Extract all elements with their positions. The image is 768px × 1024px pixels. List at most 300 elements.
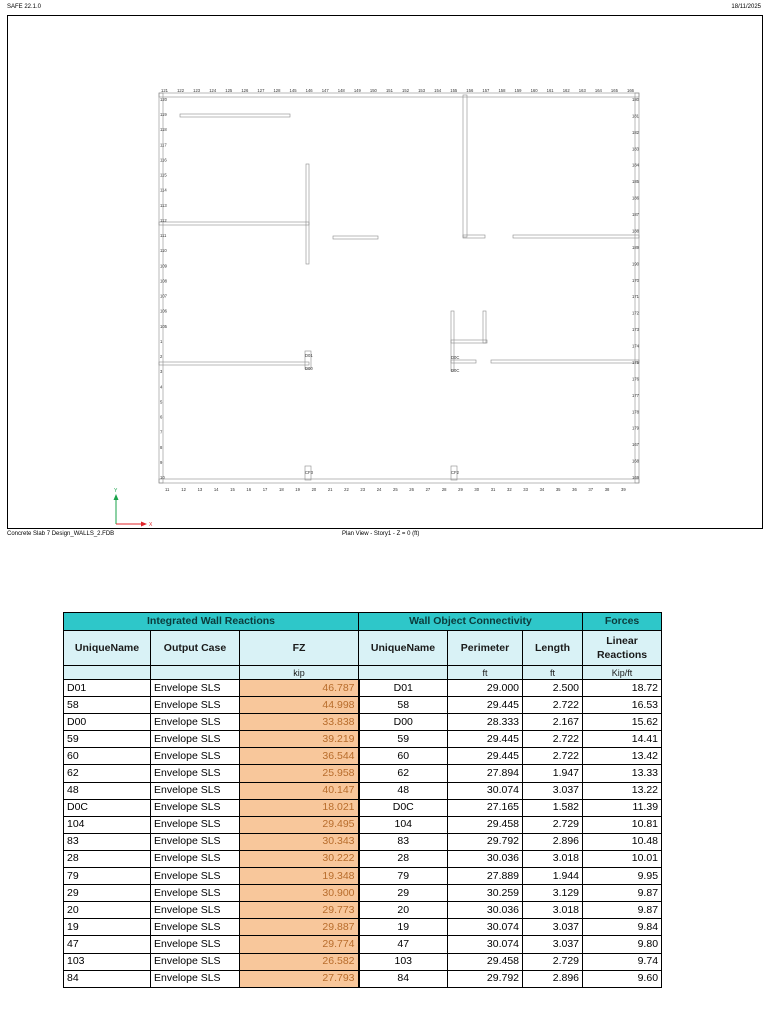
edge-label-left: 10 [160,475,165,480]
col-header-perimeter: Perimeter [448,631,523,666]
cell-length: 2.500 [523,680,583,697]
group-header-integrated: Integrated Wall Reactions [64,613,359,631]
interior-wall-h1 [159,222,309,225]
edge-label-bottom: 29 [458,487,463,492]
edge-label-bottom: 36 [572,487,577,492]
edge-label-right: 188 [632,228,639,234]
cell-linear-reaction: 15.62 [583,714,662,731]
edge-label-bottom: 31 [490,487,496,492]
cell-length: 3.037 [523,919,583,936]
edge-label-bottom: 28 [441,487,447,492]
cell-uniquename-2: D01 [359,680,448,697]
cell-fz: 30.343 [240,833,359,850]
table-row [64,868,662,885]
col-header-uniquename-2: UniqueName [359,631,448,666]
cell-fz: 40.147 [240,782,359,799]
cell-length: 2.167 [523,714,583,731]
cell-uniquename-2: 83 [359,833,448,850]
edge-label-bottom: 15 [230,487,235,492]
edge-label-bottom: 22 [344,487,349,492]
cell-output-case: Envelope SLS [151,714,240,731]
wall-top [159,93,639,97]
edge-label-bottom: 37 [588,487,594,492]
cell-length: 1.582 [523,799,583,816]
cell-perimeter: 29.792 [448,970,523,987]
edge-label-top: 124 [209,88,217,93]
edge-label-left: 110 [160,248,167,254]
edge-label-top: 158 [498,88,506,93]
edge-label-bottom: 39 [621,487,626,492]
cell-perimeter: 30.074 [448,936,523,953]
edge-label-bottom: 21 [327,487,333,492]
edge-label-left: 105 [160,323,167,329]
edge-label-left: 109 [160,263,167,269]
wall-object-label: D0C [451,355,460,360]
edge-label-left: 4 [160,384,163,390]
wall-object-label: D01 [305,353,313,358]
cell-fz: 18.021 [240,799,359,816]
cell-length: 3.129 [523,885,583,902]
edge-label-left: 115 [160,172,167,178]
edge-label-right: 174 [632,343,639,349]
cell-length: 2.729 [523,953,583,970]
edge-label-bottom: 24 [376,487,382,492]
edge-label-left: 111 [160,233,167,239]
axis-y-label: Y [114,488,118,494]
wall-left [159,93,163,483]
interior-wall-h4 [513,235,639,238]
edge-label-top: 149 [353,88,361,93]
edge-label-top: 161 [546,88,554,93]
cell-linear-reaction: 9.87 [583,902,662,919]
axis-y-arrow [114,494,119,500]
edge-label-top: 153 [418,88,426,93]
table-row [64,799,662,816]
table-row [64,782,662,799]
table-row [64,936,662,953]
cell-perimeter: 30.074 [448,919,523,936]
edge-label-left: 9 [160,459,163,465]
plan-view-canvas[interactable] [7,15,763,529]
edge-label-top: 145 [289,88,297,93]
cell-perimeter: 29.458 [448,816,523,833]
edge-label-right: 167 [632,442,639,448]
edge-label-bottom: 19 [295,487,300,492]
table-row [64,953,662,970]
wall-reactions-table-container [63,612,661,988]
edge-label-right: 184 [632,162,639,168]
col-header-linear-reactions: Linear Reactions [583,631,662,666]
cell-uniquename-2: 79 [359,868,448,885]
cell-perimeter: 30.036 [448,902,523,919]
table-row [64,748,662,765]
unit-linear-reactions: Kip/ft [583,666,662,680]
edge-label-left: 116 [160,157,167,163]
wall-object-label: CF3 [305,470,313,475]
cell-fz: 29.887 [240,919,359,936]
table-row [64,680,662,697]
edge-label-left: 120 [160,97,167,102]
cell-fz: 29.773 [240,902,359,919]
edge-label-left: 6 [160,414,163,420]
cell-output-case: Envelope SLS [151,850,240,867]
cell-output-case: Envelope SLS [151,748,240,765]
cell-uniquename-2: 84 [359,970,448,987]
table-row [64,816,662,833]
cell-uniquename: 58 [64,697,151,714]
cell-fz: 39.219 [240,731,359,748]
cell-perimeter: 29.458 [448,953,523,970]
cell-output-case: Envelope SLS [151,833,240,850]
edge-label-bottom: 20 [311,487,317,492]
table-row [64,833,662,850]
edge-label-bottom: 34 [539,487,545,492]
cell-output-case: Envelope SLS [151,953,240,970]
edge-label-top: 151 [385,88,393,93]
table-row [64,714,662,731]
edge-label-top: 125 [225,88,233,93]
edge-label-right: 173 [632,327,639,333]
cell-output-case: Envelope SLS [151,697,240,714]
edge-label-top: 122 [177,88,185,93]
edge-label-bottom: 16 [246,487,252,492]
cell-uniquename-2: 60 [359,748,448,765]
edge-label-right: 187 [632,212,639,218]
cell-linear-reaction: 13.33 [583,765,662,782]
wall-bottom [159,479,639,483]
edge-label-right: 179 [632,425,639,431]
cell-length: 3.018 [523,850,583,867]
cell-uniquename-2: 29 [359,885,448,902]
edge-label-right: 176 [632,376,639,382]
edge-label-top: 146 [305,88,313,93]
edge-label-left: 118 [160,127,167,133]
cell-linear-reaction: 18.72 [583,680,662,697]
edge-label-top: 160 [530,88,538,93]
edge-label-bottom: 27 [425,487,431,492]
interior-wall-h3 [463,235,485,238]
edge-label-top: 121 [161,88,168,93]
edge-label-top: 166 [627,88,634,93]
cell-uniquename-2: D00 [359,714,448,731]
edge-label-right: 186 [632,195,639,201]
axis-x-label: X [149,522,153,528]
col-header-fz: FZ [240,631,359,666]
col-header-uniquename: UniqueName [64,631,151,666]
edge-label-right: 189 [632,244,639,250]
edge-label-left: 119 [160,112,167,118]
table-row [64,697,662,714]
interior-wall-h7 [451,360,476,363]
edge-label-bottom: 18 [279,487,284,492]
cell-perimeter: 29.445 [448,748,523,765]
cell-output-case: Envelope SLS [151,680,240,697]
report-date: 18/11/2025 [731,4,761,10]
cell-uniquename: 60 [64,748,151,765]
edge-label-left: 106 [160,308,167,314]
cell-length: 2.896 [523,833,583,850]
edge-label-left: 1 [160,338,163,344]
col-header-output-case: Output Case [151,631,240,666]
cell-uniquename-2: 20 [359,902,448,919]
edge-label-top: 126 [241,88,249,93]
plan-drawing [8,16,764,530]
cell-linear-reaction: 9.60 [583,970,662,987]
cell-uniquename-2: 104 [359,816,448,833]
unit-cell [359,666,448,680]
wall-object-label: D00 [305,366,313,371]
cell-length: 3.037 [523,782,583,799]
cell-perimeter: 29.792 [448,833,523,850]
edge-label-top: 163 [578,88,586,93]
cell-linear-reaction: 9.80 [583,936,662,953]
cell-uniquename: 59 [64,731,151,748]
wall-object-label: D0C [451,368,460,373]
edge-label-right: 168 [632,458,639,464]
wall-right [635,93,639,483]
cell-uniquename-2: 103 [359,953,448,970]
interior-wall-v2 [463,95,467,237]
cell-uniquename-2: 28 [359,850,448,867]
edge-label-right: 177 [632,392,639,398]
cell-uniquename-2: 59 [359,731,448,748]
cell-linear-reaction: 10.48 [583,833,662,850]
table-row [64,902,662,919]
table-row [64,765,662,782]
edge-label-bottom: 32 [507,487,512,492]
cell-linear-reaction: 14.41 [583,731,662,748]
cell-perimeter: 29.445 [448,731,523,748]
cell-output-case: Envelope SLS [151,885,240,902]
interior-wall-v1 [306,164,309,264]
edge-label-right: 190 [632,261,639,267]
edge-label-top: 154 [434,88,442,93]
edge-label-left: 114 [160,187,167,193]
cell-length: 2.722 [523,731,583,748]
cell-fz: 46.787 [240,680,359,697]
cell-uniquename-2: 47 [359,936,448,953]
cell-uniquename-2: 19 [359,919,448,936]
edge-label-left: 113 [160,202,167,208]
edge-label-top: 155 [450,88,458,93]
cell-fz: 30.222 [240,850,359,867]
col-header-length: Length [523,631,583,666]
group-header-connectivity: Wall Object Connectivity [359,613,583,631]
unit-cell [64,666,151,680]
axis-x-arrow [141,522,147,527]
cell-uniquename: 103 [64,953,151,970]
cell-linear-reaction: 10.01 [583,850,662,867]
interior-wall-h9 [180,114,290,117]
cell-linear-reaction: 9.84 [583,919,662,936]
edge-label-bottom: 13 [197,487,203,492]
unit-length: ft [523,666,583,680]
edge-label-left: 3 [160,369,163,375]
cell-output-case: Envelope SLS [151,936,240,953]
interior-wall-h5 [159,362,309,365]
cell-fz: 36.544 [240,748,359,765]
cell-uniquename: 47 [64,936,151,953]
edge-label-bottom: 38 [604,487,610,492]
cell-length: 2.729 [523,816,583,833]
plan-view-title: Plan View - Story1 - Z = 0 (ft) [342,531,420,537]
edge-label-bottom: 30 [474,487,480,492]
cell-perimeter: 29.445 [448,697,523,714]
table-row [64,885,662,902]
edge-label-bottom: 26 [409,487,414,492]
cell-uniquename: 48 [64,782,151,799]
interior-wall-v4 [483,311,486,343]
edge-label-top: 165 [610,88,618,93]
cell-length: 2.896 [523,970,583,987]
cell-length: 3.018 [523,902,583,919]
cell-length: 2.722 [523,748,583,765]
interior-wall-h8 [491,360,639,363]
cell-length: 1.947 [523,765,583,782]
cell-perimeter: 28.333 [448,714,523,731]
cell-output-case: Envelope SLS [151,782,240,799]
edge-label-right: 182 [632,129,639,135]
cell-uniquename: 20 [64,902,151,919]
edge-label-bottom: 25 [393,487,398,492]
edge-label-right: 171 [632,294,639,300]
cell-uniquename: 104 [64,816,151,833]
app-version: SAFE 22.1.0 [7,4,42,10]
cell-output-case: Envelope SLS [151,902,240,919]
interior-wall-h2 [333,236,378,239]
cell-output-case: Envelope SLS [151,799,240,816]
edge-label-right: 183 [632,146,639,152]
edge-label-right: 175 [632,359,639,365]
edge-label-left: 8 [160,444,163,450]
cell-uniquename: 84 [64,970,151,987]
cell-fz: 26.582 [240,953,359,970]
edge-label-right: 178 [632,409,639,415]
cell-length: 1.944 [523,868,583,885]
cell-linear-reaction: 9.74 [583,953,662,970]
cell-linear-reaction: 13.22 [583,782,662,799]
cell-linear-reaction: 16.53 [583,697,662,714]
group-header-forces: Forces [583,613,662,631]
cell-linear-reaction: 11.39 [583,799,662,816]
cell-fz: 29.495 [240,816,359,833]
edge-label-left: 107 [160,293,167,299]
edge-label-top: 150 [369,88,377,93]
cell-uniquename-2: 48 [359,782,448,799]
edge-label-right: 180 [632,97,639,102]
model-file-name: Concrete Slab 7 Design_WALLS_2.FDB [7,531,115,537]
edge-label-right: 169 [632,475,639,480]
cell-fz: 25.958 [240,765,359,782]
edge-label-left: 2 [160,354,163,360]
interior-wall-h6 [451,340,487,343]
cell-fz: 33.838 [240,714,359,731]
cell-perimeter: 29.000 [448,680,523,697]
cell-output-case: Envelope SLS [151,816,240,833]
edge-label-top: 127 [257,88,265,93]
cell-uniquename-2: D0C [359,799,448,816]
table-row [64,850,662,867]
unit-fz: kip [240,666,359,680]
wall-reactions-table [63,612,662,988]
edge-label-top: 156 [466,88,474,93]
cell-uniquename-2: 58 [359,697,448,714]
cell-uniquename: D01 [64,680,151,697]
cell-linear-reaction: 9.95 [583,868,662,885]
edge-label-bottom: 11 [165,487,170,492]
cell-uniquename: D00 [64,714,151,731]
edge-label-bottom: 17 [262,487,268,492]
edge-label-top: 128 [273,88,281,93]
edge-label-left: 7 [160,429,163,435]
cell-perimeter: 30.036 [448,850,523,867]
table-row [64,970,662,987]
edge-label-top: 162 [562,88,570,93]
table-row [64,731,662,748]
cell-fz: 19.348 [240,868,359,885]
edge-label-left: 5 [160,399,163,405]
edge-label-top: 164 [594,88,602,93]
edge-label-bottom: 35 [555,487,561,492]
cell-uniquename: 79 [64,868,151,885]
cell-linear-reaction: 13.42 [583,748,662,765]
cell-length: 3.037 [523,936,583,953]
cell-perimeter: 27.889 [448,868,523,885]
cell-linear-reaction: 10.81 [583,816,662,833]
cell-fz: 29.774 [240,936,359,953]
edge-label-left: 117 [160,142,167,148]
cell-perimeter: 27.894 [448,765,523,782]
edge-label-right: 181 [632,113,639,119]
cell-uniquename: 62 [64,765,151,782]
cell-uniquename: 83 [64,833,151,850]
interior-wall-v3 [451,311,454,371]
cell-linear-reaction: 9.87 [583,885,662,902]
cell-perimeter: 27.165 [448,799,523,816]
edge-label-bottom: 23 [360,487,366,492]
cell-uniquename: D0C [64,799,151,816]
cell-uniquename-2: 62 [359,765,448,782]
edge-label-left: 108 [160,278,167,284]
table-row [64,919,662,936]
edge-label-right: 172 [632,310,639,316]
cell-output-case: Envelope SLS [151,970,240,987]
cell-perimeter: 30.074 [448,782,523,799]
cell-output-case: Envelope SLS [151,868,240,885]
unit-perimeter: ft [448,666,523,680]
unit-cell [151,666,240,680]
cell-output-case: Envelope SLS [151,919,240,936]
cell-perimeter: 30.259 [448,885,523,902]
edge-label-top: 147 [321,88,329,93]
edge-label-top: 157 [482,88,490,93]
wall-object-label: CF2 [451,470,459,475]
cell-output-case: Envelope SLS [151,731,240,748]
edge-label-bottom: 33 [523,487,528,492]
edge-label-bottom: 12 [181,487,186,492]
cell-length: 2.722 [523,697,583,714]
edge-label-right: 185 [632,179,639,185]
edge-label-left: 112 [160,217,167,223]
edge-label-top: 159 [514,88,522,93]
edge-label-top: 152 [402,88,410,93]
edge-label-top: 123 [193,88,201,93]
cell-fz: 30.900 [240,885,359,902]
edge-label-top: 148 [337,88,345,93]
edge-label-bottom: 14 [213,487,219,492]
cell-fz: 27.793 [240,970,359,987]
cell-uniquename: 28 [64,850,151,867]
